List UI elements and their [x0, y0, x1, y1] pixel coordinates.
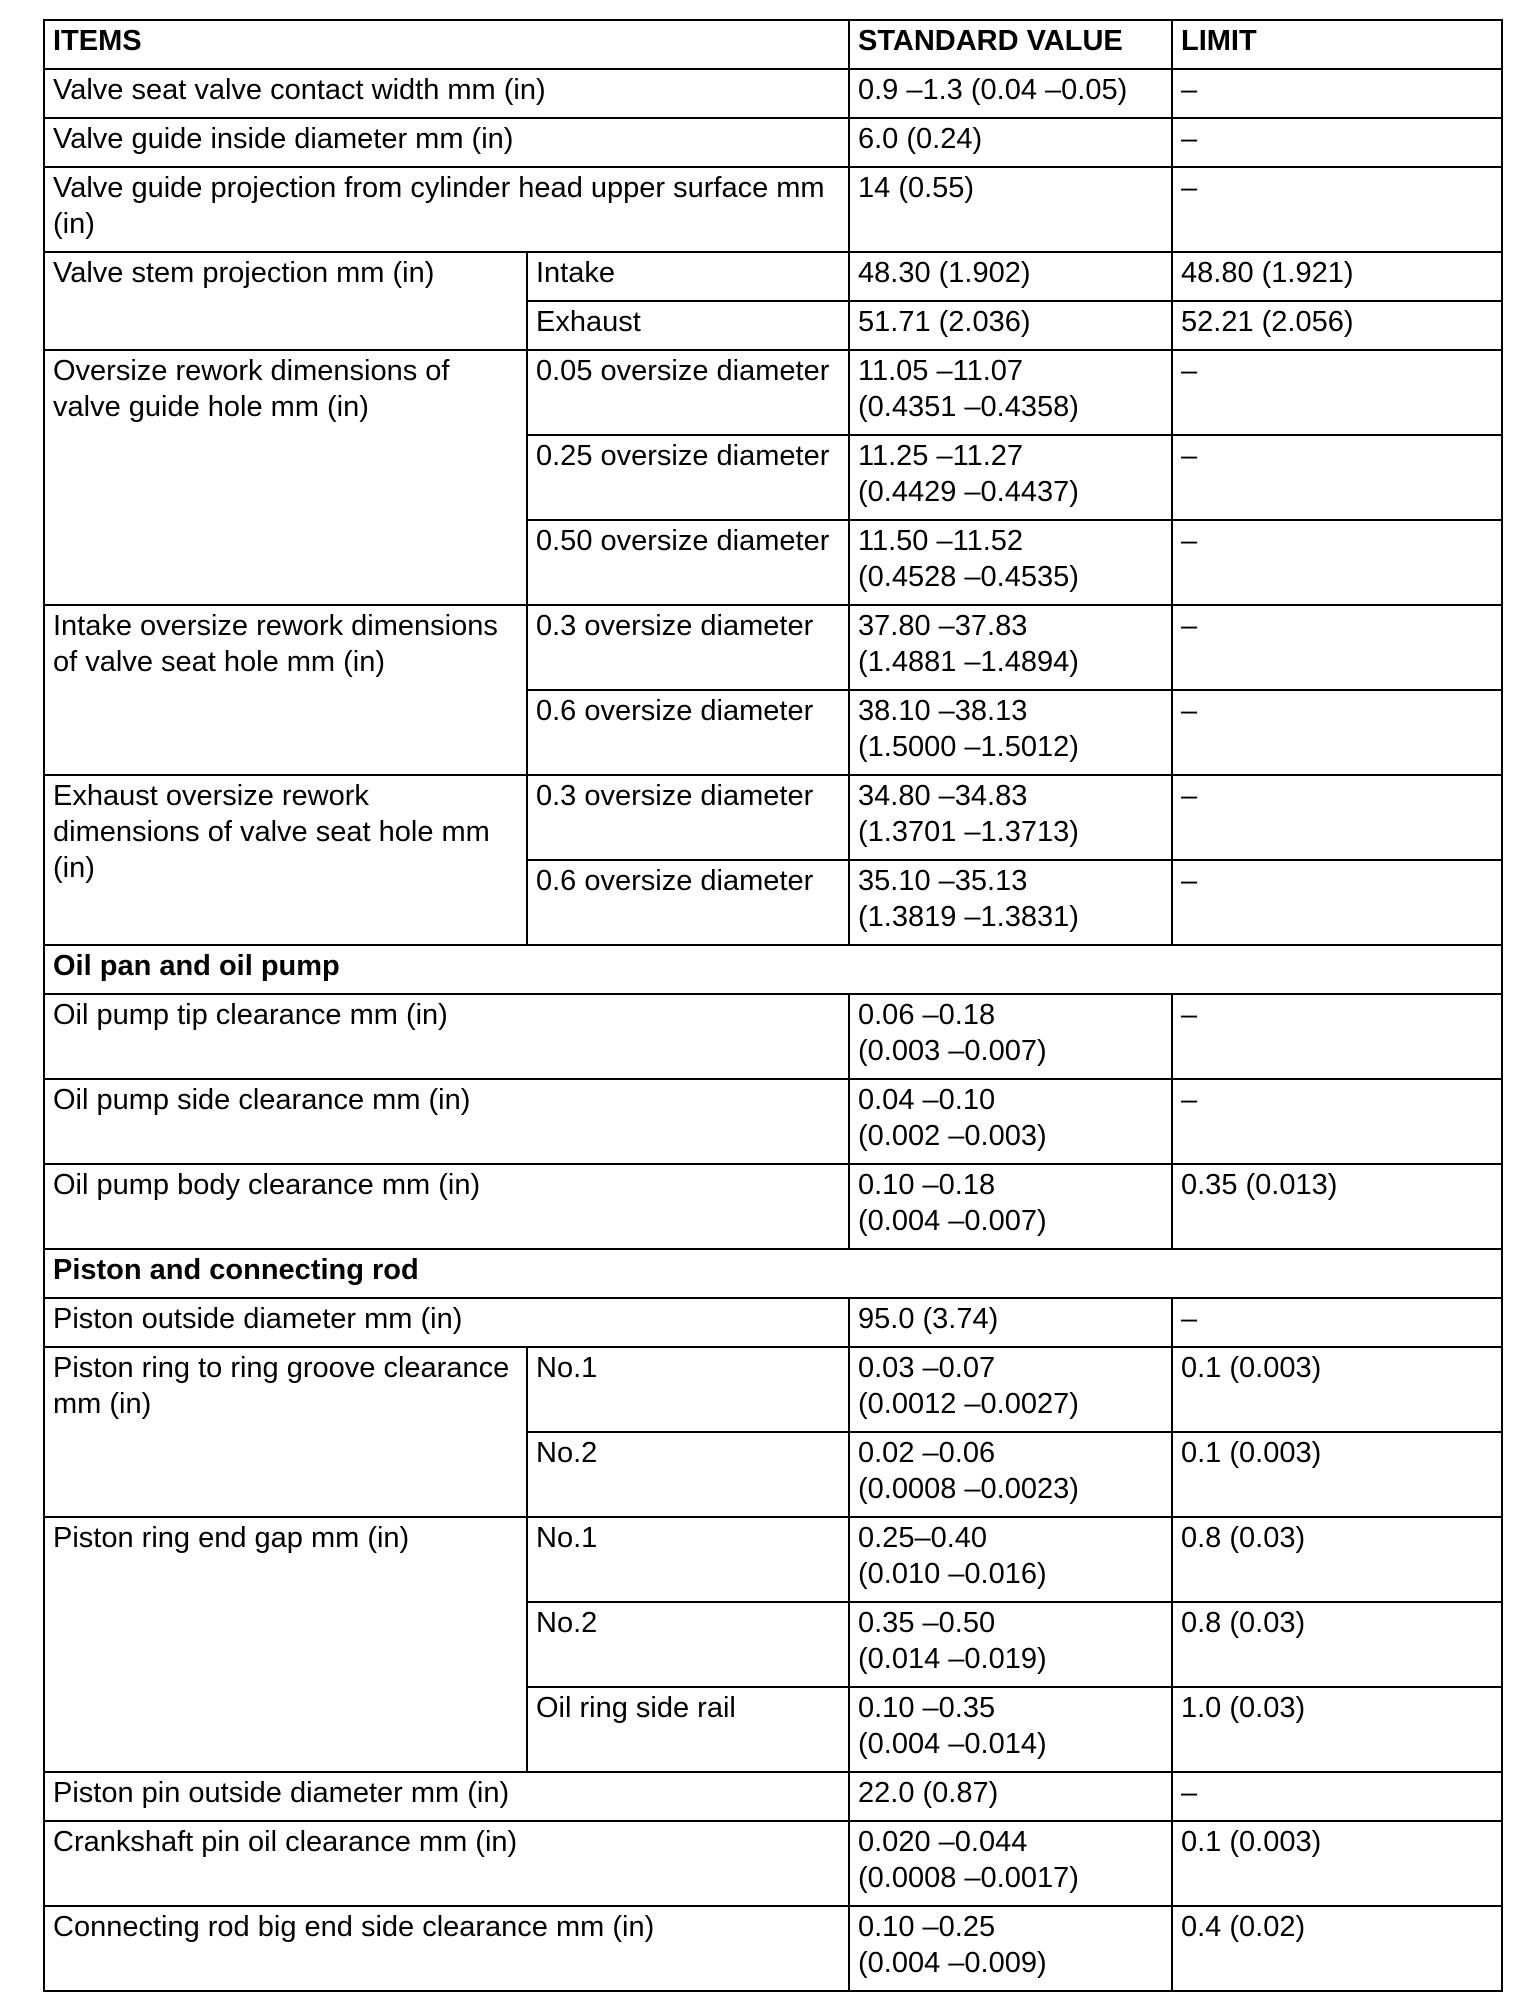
- section-title: Oil pan and oil pump: [44, 945, 1502, 994]
- standard-value-cell: 11.50 –11.52 (0.4528 –0.4535): [849, 520, 1172, 605]
- item-cell: Piston outside diameter mm (in): [44, 1298, 849, 1347]
- standard-value-cell: 0.25–0.40 (0.010 –0.016): [849, 1517, 1172, 1602]
- limit-cell: 0.1 (0.003): [1172, 1432, 1502, 1517]
- standard-value-cell: 0.9 –1.3 (0.04 –0.05): [849, 69, 1172, 118]
- item-cell: Valve guide inside diameter mm (in): [44, 118, 849, 167]
- limit-cell: –: [1172, 994, 1502, 1079]
- section-row: [44, 1249, 1502, 1298]
- item-cell: Oil pump body clearance mm (in): [44, 1164, 849, 1249]
- header-standard-value: STANDARD VALUE: [849, 20, 1172, 69]
- item-cell: Intake oversize rework dimensions of valve seat hole mm (in): [44, 605, 527, 775]
- item-cell: Piston pin outside diameter mm (in): [44, 1772, 849, 1821]
- sub-item-cell: No.2: [527, 1602, 849, 1687]
- limit-cell: 52.21 (2.056): [1172, 301, 1502, 350]
- standard-value-cell: 0.06 –0.18 (0.003 –0.007): [849, 994, 1172, 1079]
- table-row: [44, 605, 1502, 690]
- item-cell: Valve guide projection from cylinder head upper surface mm (in): [44, 167, 849, 252]
- limit-cell: –: [1172, 1298, 1502, 1347]
- table-row: [44, 1906, 1502, 1991]
- table-row: [44, 1772, 1502, 1821]
- standard-value-cell: 35.10 –35.13 (1.3819 –1.3831): [849, 860, 1172, 945]
- item-cell: Valve seat valve contact width mm (in): [44, 69, 849, 118]
- sub-item-cell: 0.3 oversize diameter: [527, 775, 849, 860]
- sub-item-cell: No.1: [527, 1517, 849, 1602]
- table-row: [44, 118, 1502, 167]
- limit-cell: –: [1172, 167, 1502, 252]
- standard-value-cell: 11.05 –11.07 (0.4351 –0.4358): [849, 350, 1172, 435]
- table-row: [44, 1164, 1502, 1249]
- table-row: [44, 994, 1502, 1079]
- limit-cell: 0.8 (0.03): [1172, 1602, 1502, 1687]
- table-row: [44, 1821, 1502, 1906]
- limit-cell: 0.35 (0.013): [1172, 1164, 1502, 1249]
- limit-cell: –: [1172, 69, 1502, 118]
- table-row: [44, 167, 1502, 252]
- standard-value-cell: 0.35 –0.50 (0.014 –0.019): [849, 1602, 1172, 1687]
- limit-cell: –: [1172, 118, 1502, 167]
- item-cell: Exhaust oversize rework dimensions of valve seat hole mm (in): [44, 775, 527, 945]
- standard-value-cell: 0.10 –0.25 (0.004 –0.009): [849, 1906, 1172, 1991]
- standard-value-cell: 14 (0.55): [849, 167, 1172, 252]
- limit-cell: –: [1172, 350, 1502, 435]
- standard-value-cell: 38.10 –38.13 (1.5000 –1.5012): [849, 690, 1172, 775]
- sub-item-cell: 0.25 oversize diameter: [527, 435, 849, 520]
- table-row: [44, 1517, 1502, 1602]
- standard-value-cell: 0.03 –0.07 (0.0012 –0.0027): [849, 1347, 1172, 1432]
- limit-cell: –: [1172, 690, 1502, 775]
- limit-cell: –: [1172, 860, 1502, 945]
- standard-value-cell: 95.0 (3.74): [849, 1298, 1172, 1347]
- header-row: [44, 20, 1502, 69]
- sub-item-cell: 0.05 oversize diameter: [527, 350, 849, 435]
- header-items: ITEMS: [44, 20, 849, 69]
- sub-item-cell: Oil ring side rail: [527, 1687, 849, 1772]
- sub-item-cell: 0.6 oversize diameter: [527, 860, 849, 945]
- limit-cell: –: [1172, 435, 1502, 520]
- specification-table: [43, 19, 1503, 1992]
- standard-value-cell: 0.020 –0.044 (0.0008 –0.0017): [849, 1821, 1172, 1906]
- limit-cell: 0.8 (0.03): [1172, 1517, 1502, 1602]
- table-row: [44, 252, 1502, 301]
- limit-cell: 0.4 (0.02): [1172, 1906, 1502, 1991]
- sub-item-cell: No.1: [527, 1347, 849, 1432]
- section-row: [44, 945, 1502, 994]
- standard-value-cell: 0.10 –0.35 (0.004 –0.014): [849, 1687, 1172, 1772]
- header-limit: LIMIT: [1172, 20, 1502, 69]
- limit-cell: 1.0 (0.03): [1172, 1687, 1502, 1772]
- limit-cell: 0.1 (0.003): [1172, 1347, 1502, 1432]
- item-cell: Oil pump tip clearance mm (in): [44, 994, 849, 1079]
- item-cell: Crankshaft pin oil clearance mm (in): [44, 1821, 849, 1906]
- limit-cell: –: [1172, 1079, 1502, 1164]
- limit-cell: 0.1 (0.003): [1172, 1821, 1502, 1906]
- table-row: [44, 69, 1502, 118]
- standard-value-cell: 6.0 (0.24): [849, 118, 1172, 167]
- sub-item-cell: 0.3 oversize diameter: [527, 605, 849, 690]
- limit-cell: –: [1172, 605, 1502, 690]
- section-title: Piston and connecting rod: [44, 1249, 1502, 1298]
- sub-item-cell: Exhaust: [527, 301, 849, 350]
- limit-cell: –: [1172, 520, 1502, 605]
- table-row: [44, 1079, 1502, 1164]
- sub-item-cell: Intake: [527, 252, 849, 301]
- item-cell: Piston ring end gap mm (in): [44, 1517, 527, 1772]
- standard-value-cell: 34.80 –34.83 (1.3701 –1.3713): [849, 775, 1172, 860]
- table-row: [44, 1347, 1502, 1432]
- limit-cell: 48.80 (1.921): [1172, 252, 1502, 301]
- standard-value-cell: 11.25 –11.27 (0.4429 –0.4437): [849, 435, 1172, 520]
- standard-value-cell: 51.71 (2.036): [849, 301, 1172, 350]
- item-cell: Piston ring to ring groove clearance mm (in): [44, 1347, 527, 1517]
- table-row: [44, 350, 1502, 435]
- limit-cell: –: [1172, 775, 1502, 860]
- standard-value-cell: 0.10 –0.18 (0.004 –0.007): [849, 1164, 1172, 1249]
- item-cell: Oversize rework dimensions of valve guide hole mm (in): [44, 350, 527, 605]
- standard-value-cell: 0.02 –0.06 (0.0008 –0.0023): [849, 1432, 1172, 1517]
- sub-item-cell: 0.6 oversize diameter: [527, 690, 849, 775]
- item-cell: Connecting rod big end side clearance mm (in): [44, 1906, 849, 1991]
- sub-item-cell: No.2: [527, 1432, 849, 1517]
- standard-value-cell: 37.80 –37.83 (1.4881 –1.4894): [849, 605, 1172, 690]
- table-row: [44, 775, 1502, 860]
- item-cell: Valve stem projection mm (in): [44, 252, 527, 350]
- table-row: [44, 1298, 1502, 1347]
- standard-value-cell: 48.30 (1.902): [849, 252, 1172, 301]
- standard-value-cell: 0.04 –0.10 (0.002 –0.003): [849, 1079, 1172, 1164]
- sub-item-cell: 0.50 oversize diameter: [527, 520, 849, 605]
- item-cell: Oil pump side clearance mm (in): [44, 1079, 849, 1164]
- limit-cell: –: [1172, 1772, 1502, 1821]
- standard-value-cell: 22.0 (0.87): [849, 1772, 1172, 1821]
